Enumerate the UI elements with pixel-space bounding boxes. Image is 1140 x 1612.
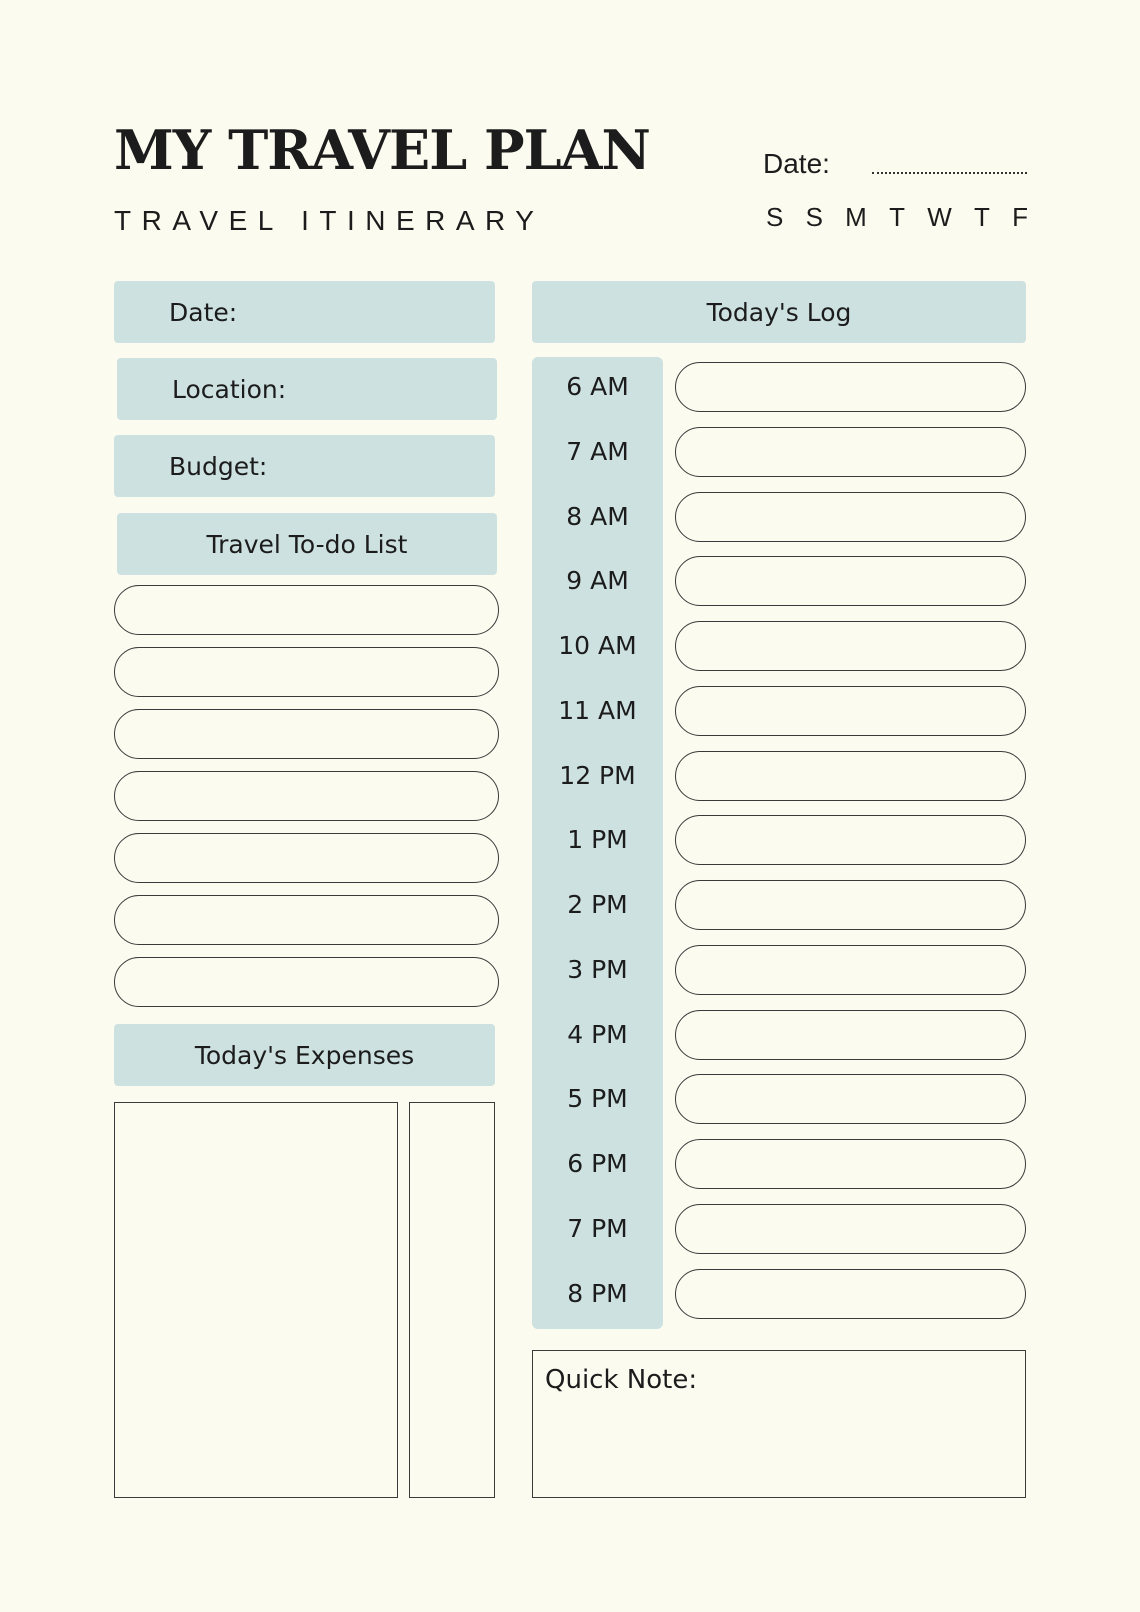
- log-entry[interactable]: [675, 880, 1026, 930]
- time-label: 7 AM: [566, 437, 629, 466]
- expenses-title: Today's Expenses: [194, 1040, 415, 1070]
- log-entry[interactable]: [675, 492, 1026, 542]
- weekday-selector: [766, 200, 1028, 234]
- budget-field-label: Budget:: [169, 451, 268, 481]
- log-entry[interactable]: [675, 686, 1026, 736]
- header-date-field[interactable]: [872, 172, 1027, 174]
- weekday-sat[interactable]: S: [805, 202, 823, 232]
- log-entry[interactable]: [675, 556, 1026, 606]
- todo-item[interactable]: [114, 895, 499, 945]
- log-entry[interactable]: [675, 621, 1026, 671]
- time-label: 1 PM: [567, 825, 628, 854]
- time-label: 8 AM: [566, 502, 629, 531]
- quick-note-label: Quick Note:: [545, 1365, 698, 1395]
- time-label: 11 AM: [558, 696, 637, 725]
- log-header: [532, 281, 1026, 343]
- todo-title: Travel To-do List: [206, 529, 408, 559]
- log-entry[interactable]: [675, 751, 1026, 801]
- expenses-items-box[interactable]: [114, 1102, 398, 1498]
- log-entry[interactable]: [675, 1074, 1026, 1124]
- log-entry[interactable]: [675, 945, 1026, 995]
- log-entry[interactable]: [675, 362, 1026, 412]
- time-label: 9 AM: [566, 566, 629, 595]
- todo-item[interactable]: [114, 957, 499, 1007]
- log-entry[interactable]: [675, 1010, 1026, 1060]
- time-label: 12 PM: [559, 761, 636, 790]
- log-title: Today's Log: [706, 297, 852, 327]
- date-field[interactable]: [114, 281, 495, 343]
- time-label: 3 PM: [567, 955, 628, 984]
- todo-item[interactable]: [114, 833, 499, 883]
- time-label: 5 PM: [567, 1084, 628, 1113]
- page-subtitle: TRAVEL ITINERARY: [114, 205, 545, 236]
- time-label: 6 AM: [566, 372, 629, 401]
- time-label: 4 PM: [567, 1020, 628, 1049]
- location-field-label: Location:: [172, 374, 287, 404]
- todo-header: [117, 513, 497, 575]
- todo-item[interactable]: [114, 709, 499, 759]
- date-field-label: Date:: [169, 297, 238, 327]
- todo-item[interactable]: [114, 771, 499, 821]
- log-entry[interactable]: [675, 815, 1026, 865]
- log-entry[interactable]: [675, 1269, 1026, 1319]
- weekday-fri[interactable]: F: [1012, 202, 1028, 232]
- log-entry[interactable]: [675, 427, 1026, 477]
- header-date-label: Date:: [763, 148, 830, 179]
- location-field[interactable]: [117, 358, 497, 420]
- expenses-amount-box[interactable]: [409, 1102, 495, 1498]
- todo-item[interactable]: [114, 585, 499, 635]
- weekday-thu[interactable]: T: [973, 202, 990, 232]
- todo-item[interactable]: [114, 647, 499, 697]
- page-title: MY TRAVEL PLAN: [114, 118, 650, 182]
- weekday-wed[interactable]: W: [927, 202, 952, 232]
- time-label: 6 PM: [567, 1149, 628, 1178]
- time-label: 8 PM: [567, 1279, 628, 1308]
- time-label: 2 PM: [567, 890, 628, 919]
- log-entry[interactable]: [675, 1204, 1026, 1254]
- expenses-header: [114, 1024, 495, 1086]
- log-entry[interactable]: [675, 1139, 1026, 1189]
- weekday-tue[interactable]: T: [889, 202, 905, 232]
- weekday-sun[interactable]: S: [766, 202, 784, 232]
- weekday-mon[interactable]: M: [845, 202, 867, 232]
- budget-field[interactable]: [114, 435, 495, 497]
- time-label: 7 PM: [567, 1214, 628, 1243]
- time-label: 10 AM: [558, 631, 637, 660]
